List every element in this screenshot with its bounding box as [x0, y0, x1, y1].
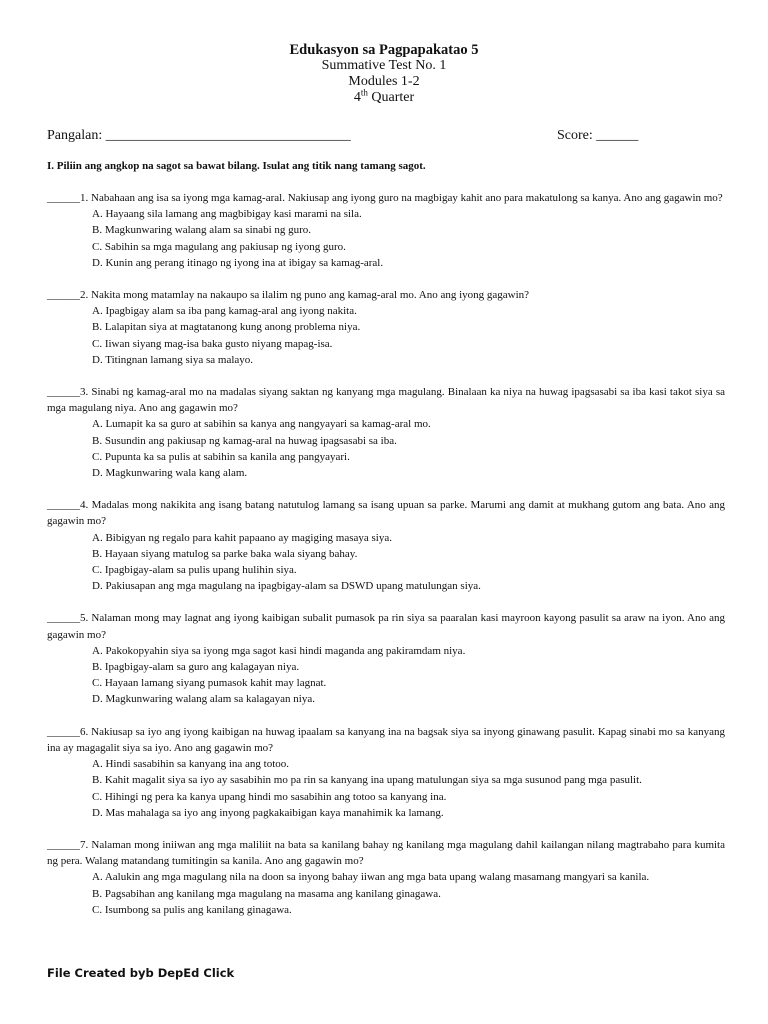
question-item [47, 610, 725, 707]
answer-choice: C. Sabihin sa mga magulang ang pakiusap ng iyong guro. [92, 240, 346, 253]
quarter-label [0, 87, 768, 106]
name-score-row [47, 128, 727, 144]
answer-choice: A. Hindi sasabihin sa kanyang ina ang totoo. [92, 758, 290, 771]
answer-choice: A. Ipagbigay alam sa iba pang kamag-aral ang iyong nakita. [92, 305, 357, 318]
question-item [47, 837, 725, 918]
question-text: ______6. Nakiusap sa iyo ang iyong kaibigan na huwag ipaalam sa kanyang ina na bagsak siya sa inyong ginawang pasulit. Kapag sinabi mo sa kanyang ina ay magagalit siya sa iyo. Ano ang gagawin mo? [47, 725, 725, 754]
answer-choice: D. Kunin ang perang itinago ng iyong ina at ibigay sa kamag-aral. [92, 256, 384, 269]
score-field: Score: ______ [557, 128, 639, 143]
answer-choice: A. Pakokopyahin siya sa iyong mga sagot kasi hindi maganda ang pakiramdam niya. [92, 644, 466, 657]
answer-choice: C. Iiwan siyang mag-isa baka gusto niyang mapag-isa. [92, 337, 333, 350]
answer-choice: A. Aalukin ang mga magulang nila na doon sa inyong bahay iiwan ang mga bata upang walang masamang mangyari sa kanila. [92, 871, 650, 884]
answer-choice: C. Hihingi ng pera ka kanya upang hindi mo sasabihin ang totoo sa kanyang ina. [92, 790, 447, 803]
answer-choice: D. Magkunwaring walang alam sa kalagayan niya. [92, 693, 315, 706]
answer-choice: B. Lalapitan siya at magtatanong kung anong problema niya. [92, 321, 361, 334]
answer-choice: B. Susundin ang pakiusap ng kamag-aral na huwag ipagsasabi sa iba. [92, 434, 397, 447]
answer-choice: D. Mas mahalaga sa iyo ang inyong pagkakaibigan kaya manahimik ka lamang. [92, 806, 444, 819]
worksheet-header [0, 42, 768, 106]
subject-title: Edukasyon sa Pagpapakatao 5 [289, 42, 479, 58]
instructions: I. Piliin ang angkop na sagot sa bawat bilang. Isulat ang titik nang tamang sagot. [47, 160, 426, 172]
question-item [47, 287, 725, 368]
question-text: ______5. Nalaman mong may lagnat ang iyong kaibigan subalit pumasok pa rin siya sa paaralan kasi mayroon kayong pasulit sa araw na iyon. Ano ang gagawin mo? [47, 612, 725, 641]
answer-choice: C. Isumbong sa pulis ang kanilang ginagawa. [92, 903, 292, 916]
answer-choice: B. Kahit magalit siya sa iyo ay sasabihin mo pa rin sa kanyang ina upang matulungan siya sa mga susunod pang mga pasulit. [92, 774, 642, 787]
modules-label: Modules 1-2 [348, 74, 420, 89]
answer-choice: D. Titingnan lamang siya sa malayo. [92, 353, 254, 366]
answer-choice: A. Hayaang sila lamang ang magbibigay kasi marami na sila. [92, 208, 362, 221]
question-item [47, 384, 725, 481]
quarter-number: 4 [353, 90, 361, 105]
question-list [47, 190, 725, 934]
question-text: ______1. Nabahaan ang isa sa iyong mga kamag-aral. Nakiusap ang iyong guro na magbigay kahit ano para makatulong sa kanya. Ano ang gagawin mo? [47, 192, 723, 204]
quarter-word: Quarter [371, 90, 415, 105]
answer-choice: B. Ipagbigay-alam sa guro ang kalagayan niya. [92, 661, 300, 674]
test-title: Summative Test No. 1 [321, 58, 447, 73]
answer-choice: D. Magkunwaring wala kang alam. [92, 467, 248, 480]
quarter-superscript: th [360, 87, 368, 98]
answer-choice: D. Pakiusapan ang mga magulang na ipagbigay-alam sa DSWD upang matulungan siya. [92, 580, 481, 593]
question-text: ______7. Nalaman mong iniiwan ang mga maliliit na bata sa kanilang bahay ng kanilang mga magulang dahil kailangan nilang magtrabaho para kumita ng pera. Walang matandang tumitingin sa kanila. Ano ang gagawin mo? [47, 838, 725, 868]
answer-choice: B. Hayaan siyang matulog sa parke baka wala siyang bahay. [92, 547, 358, 560]
question-text: ______4. Madalas mong nakikita ang isang batang natutulog lamang sa isang upuan sa parke. Marumi ang damit at mukhang gutom ang bata. Ano ang gagawin mo? [47, 499, 725, 528]
question-item [47, 190, 725, 271]
answer-choice: B. Pagsabihan ang kanilang mga magulang na masama ang kanilang ginagawa. [92, 887, 441, 900]
answer-choice: C. Pupunta ka sa pulis at sabihin sa kanila ang pangyayari. [92, 450, 350, 463]
question-item [47, 724, 725, 821]
answer-choice: A. Lumapit ka sa guro at sabihin sa kanya ang nangyayari sa kamag-aral mo. [92, 418, 431, 431]
name-field: Pangalan: ___________________________________ [47, 128, 351, 143]
answer-choice: B. Magkunwaring walang alam sa sinabi ng guro. [92, 224, 312, 237]
answer-choice: C. Ipagbigay-alam sa pulis upang hulihin siya. [92, 564, 297, 577]
question-item [47, 497, 725, 594]
question-text: ______2. Nakita mong matamlay na nakaupo sa ilalim ng puno ang kamag-aral mo. Ano ang iyong gagawin? [47, 289, 530, 302]
question-text: ______3. Sinabi ng kamag-aral mo na madalas siyang saktan ng kanyang mga magulang. Binalaan ka niya na huwag ipagsasabi sa iba kasi takot siya sa mga magulang niya. Ano ang gagawin mo? [47, 386, 725, 415]
answer-choice: C. Hayaan lamang siyang pumasok kahit may lagnat. [92, 677, 327, 690]
footer-credit: File Created byb DepEd Click [47, 966, 235, 980]
answer-choice: A. Bibigyan ng regalo para kahit papaano ay magiging masaya siya. [92, 531, 392, 544]
